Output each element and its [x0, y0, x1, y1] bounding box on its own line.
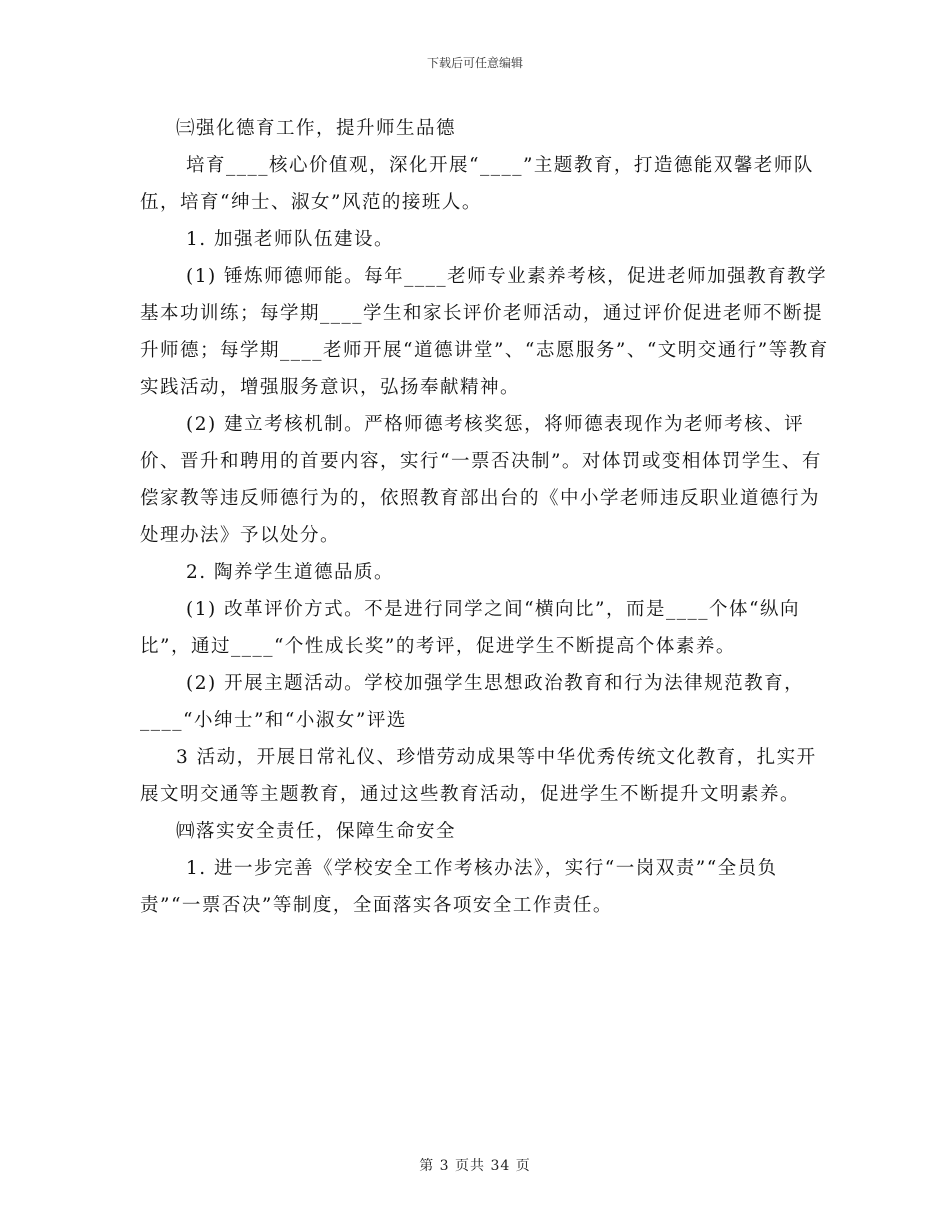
paragraph-evaluation: (1) 改革评价方式。不是进行同学之间“横向比”，而是____个体“纵向比”，通过____“个性成长奖”的考评，促进学生不断提高个体素养。	[140, 599, 800, 657]
paragraph-teacher-ethics: (1) 锤炼师德师能。每年____老师专业素养考核，促进老师加强教育教学基本功训练；每学期____学生和家长评价老师活动，通过评价促进老师不断提升师德；每学期____老师开展“道德讲堂”、“志愿服务”、“文明交通行”等教育实践活动，增强服务意识，弘扬奉献精神。	[140, 266, 829, 398]
section-heading-4: ㈣落实安全责任，保障生命安全	[176, 821, 457, 842]
section-heading-3: ㈢强化德育工作，提升师生品德	[176, 118, 457, 139]
paragraph-assessment: (2) 建立考核机制。严格师德考核奖惩，将师德表现作为老师考核、评价、晋升和聘用的首要内容，实行“一票否决制”。对体罚或变相体罚学生、有偿家教等违反师德行为的，依照教育部出台的《中小学老师违反职业道德行为处理办法》予以处分。	[140, 414, 822, 546]
paragraph-safety: 1. 进一步完善《学校安全工作考核办法》，实行“一岗双责”“全员负责”“一票否决”等制度，全面落实各项安全工作责任。	[140, 858, 778, 916]
page-number: 第 3 页共 34 页	[419, 1158, 531, 1174]
subheading-student-morals: 2. 陶养学生道德品质。	[186, 562, 395, 583]
document-body	[140, 110, 830, 924]
paragraph-activities-cont: 3 活动，开展日常礼仪、珍惜劳动成果等中华优秀传统文化教育，扎实开展文明交通等主题教育，通过这些教育活动，促进学生不断提升文明素养。	[140, 747, 817, 805]
subheading-teacher-team: 1. 加强老师队伍建设。	[186, 229, 395, 250]
page-header: 下载后可任意编辑	[426, 56, 523, 70]
paragraph-intro: 培育____核心价值观，深化开展“____”主题教育，打造德能双馨老师队伍，培育“绅士、淑女”风范的接班人。	[140, 155, 814, 213]
paragraph-activities: (2) 开展主题活动。学校加强学生思想政治教育和行为法律规范教育，____“小绅士”和“小淑女”评选	[140, 673, 805, 731]
